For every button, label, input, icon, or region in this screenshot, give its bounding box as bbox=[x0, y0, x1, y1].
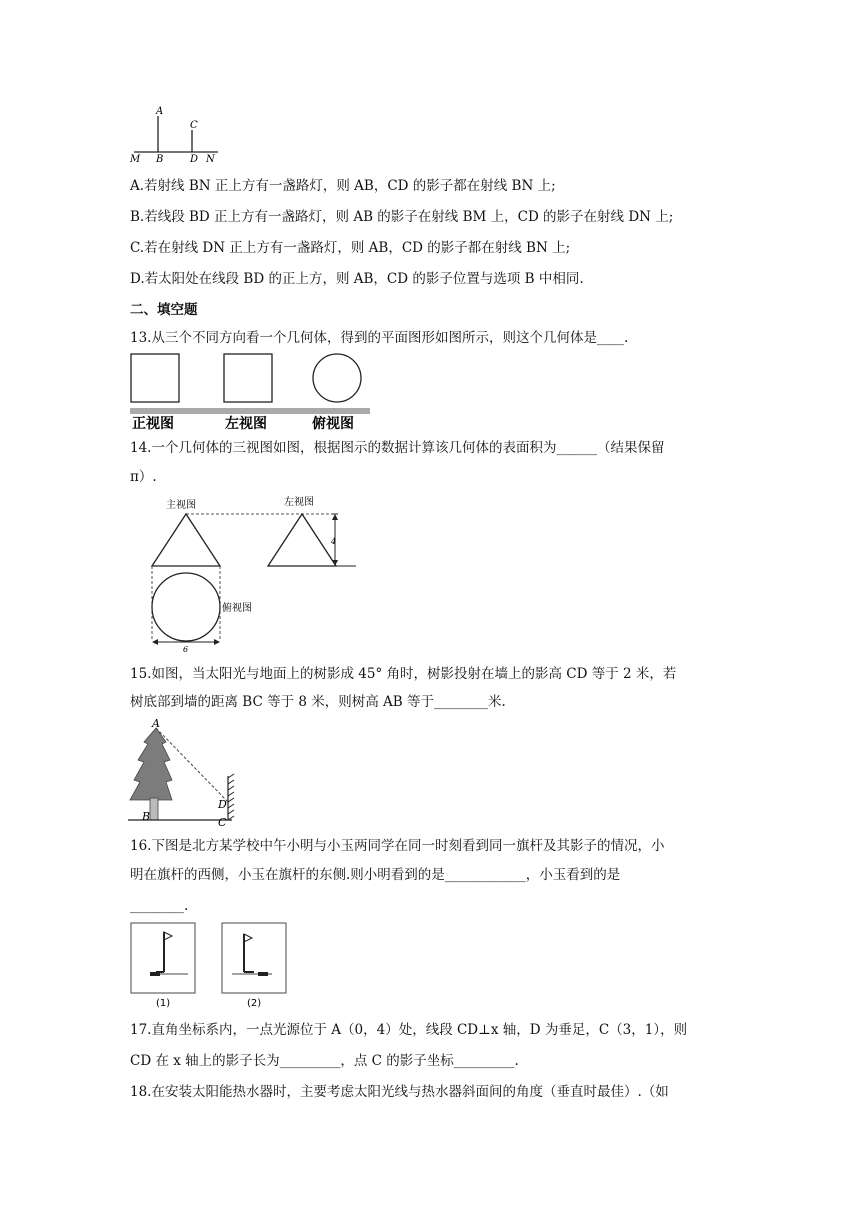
figure-q15-tree bbox=[128, 718, 248, 828]
figure-q12-rays bbox=[128, 104, 228, 164]
top-view-circle bbox=[313, 354, 361, 402]
label-n: N bbox=[206, 154, 215, 165]
option-c: C.若在射线 DN 正上方有一盏路灯，则 AB，CD 的影子都在射线 BN 上; bbox=[130, 240, 571, 256]
label-a: A bbox=[152, 717, 160, 730]
height-label: 4 bbox=[331, 537, 337, 546]
q16-line3: ________. bbox=[130, 898, 189, 914]
caption-left-view: 左视图 bbox=[284, 497, 314, 508]
front-view-square bbox=[131, 354, 179, 402]
caption-fig-1: (1) bbox=[156, 998, 171, 1009]
label-d: D bbox=[190, 154, 199, 165]
q17-line2: CD 在 x 轴上的影子长为_________，点 C 的影子坐标_________. bbox=[130, 1053, 519, 1069]
q13-text: 13.从三个不同方向看一个几何体，得到的平面图形如图所示，则这个几何体是____. bbox=[130, 330, 629, 346]
label-d: D bbox=[218, 798, 227, 811]
label-b: B bbox=[156, 154, 164, 165]
q14-line1: 14.一个几何体的三视图如图，根据图示的数据计算该几何体的表面积为______（结果保留 bbox=[130, 440, 665, 456]
label-b: B bbox=[142, 810, 151, 823]
left-view-square bbox=[224, 354, 272, 402]
label-c: C bbox=[190, 120, 198, 131]
q16-line1: 16.下图是北方某学校中午小明与小玉两同学在同一时刻看到同一旗杆及其影子的情况，小 bbox=[130, 838, 665, 854]
option-a: A.若射线 BN 正上方有一盏路灯，则 AB，CD 的影子都在射线 BN 上; bbox=[130, 178, 556, 194]
option-d: D.若太阳处在线段 BD 的正上方，则 AB，CD 的影子位置与选项 B 中相同. bbox=[130, 271, 584, 287]
label-a: A bbox=[156, 106, 164, 117]
figure-q13-views bbox=[130, 352, 380, 432]
caption-front-view: 正视图 bbox=[132, 416, 174, 432]
figure-q14-three-views bbox=[146, 494, 386, 654]
q18-line1: 18.在安装太阳能热水器时，主要考虑太阳光线与热水器斜面间的角度（垂直时最佳）.（如 bbox=[130, 1084, 669, 1100]
caption-top-view: 俯视图 bbox=[222, 603, 252, 614]
section-title: 二、填空题 bbox=[130, 302, 198, 318]
caption-main-view: 主视图 bbox=[166, 500, 196, 511]
q15-line1: 15.如图，当太阳光与地面上的树影成 45° 角时，树影投射在墙上的影高 CD 等于 2 米，若 bbox=[130, 666, 677, 682]
figure-q16-flagpoles bbox=[130, 922, 300, 1012]
width-label: 6 bbox=[183, 645, 189, 654]
q16-line2: 明在旗杆的西侧，小玉在旗杆的东侧.则小明看到的是____________，小玉看到的是 bbox=[130, 867, 621, 883]
caption-top-view: 俯视图 bbox=[312, 416, 354, 432]
label-c: C bbox=[218, 816, 227, 829]
q17-line1: 17.直角坐标系内，一点光源位于 A（0，4）处，线段 CD⊥x 轴，D 为垂足，C（3，1），则 bbox=[130, 1022, 688, 1038]
caption-left-view: 左视图 bbox=[225, 416, 267, 432]
caption-fig-2: (2) bbox=[247, 998, 262, 1009]
q15-line2: 树底部到墙的距离 BC 等于 8 米，则树高 AB 等于________米. bbox=[130, 694, 506, 710]
option-b: B.若线段 BD 正上方有一盏路灯，则 AB 的影子在射线 BM 上，CD 的影子在射线 DN 上; bbox=[130, 209, 674, 225]
q14-line2: π）. bbox=[130, 469, 157, 485]
label-m: M bbox=[130, 154, 141, 165]
